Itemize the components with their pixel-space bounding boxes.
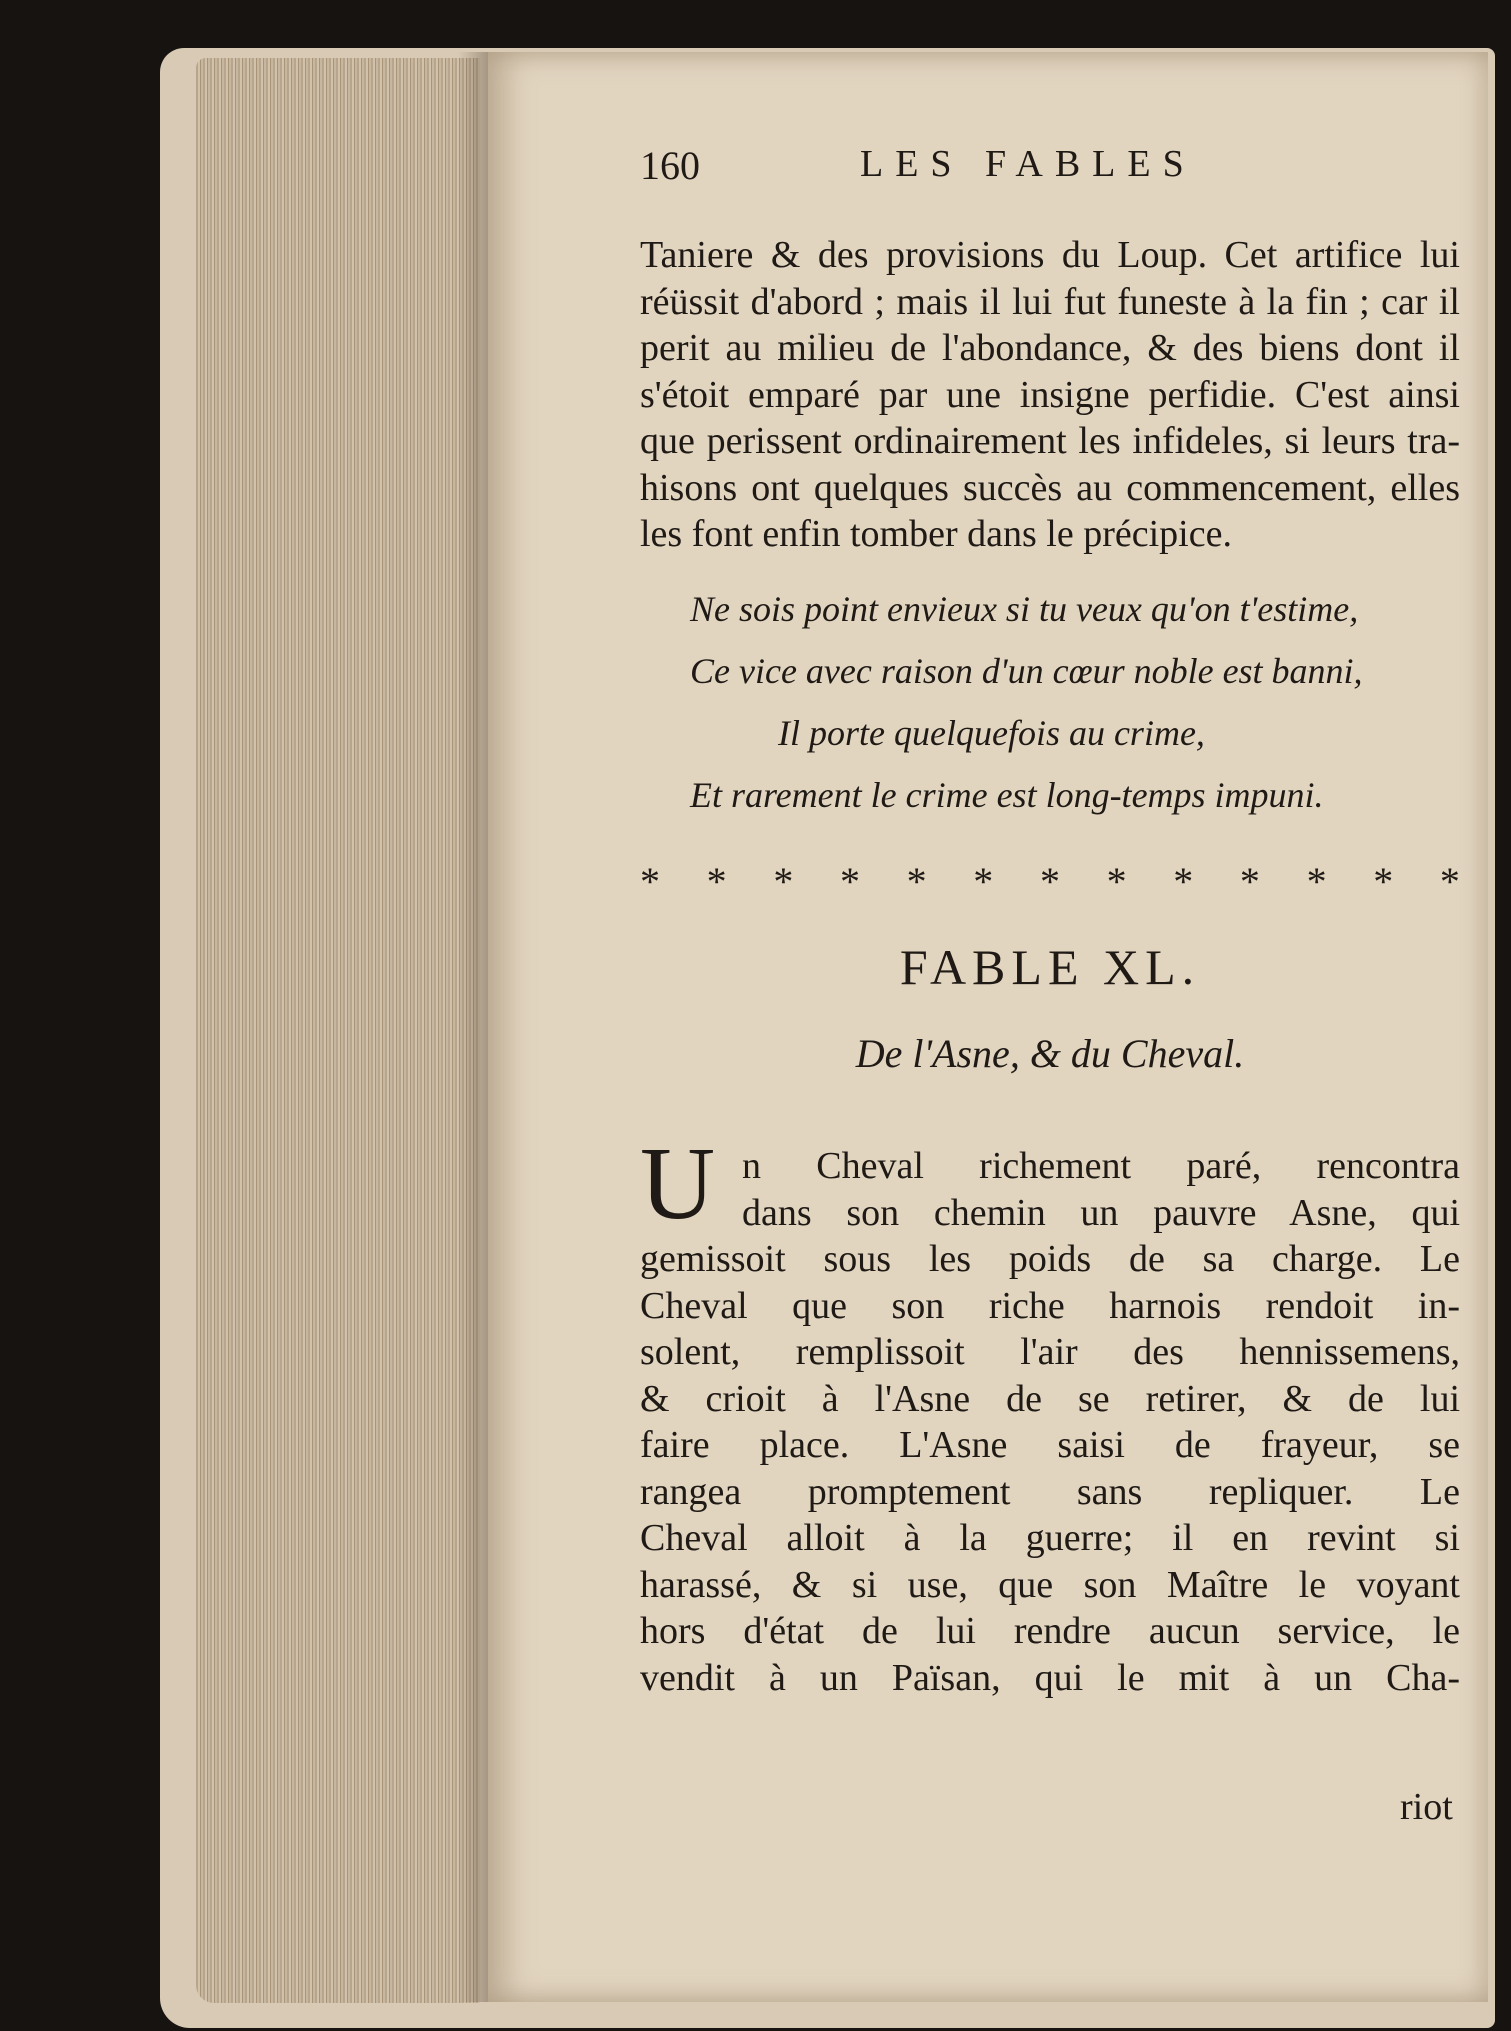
text-line: solent, remplissoit l'air des hennissemens, [640, 1331, 1460, 1373]
text-line: faire place. L'Asne saisi de frayeur, se [640, 1424, 1460, 1466]
fable-title: FABLE XL. [899, 939, 1201, 995]
star: * [1239, 859, 1260, 904]
verse-line: Il porte quelquefois au crime, [778, 713, 1205, 753]
star: * [1373, 859, 1394, 904]
verse-line: Et rarement le crime est long-temps impuni. [690, 775, 1324, 815]
text-line: perit au milieu de l'abondance, & des biens dont il [640, 327, 1460, 369]
star: * [973, 859, 994, 904]
text-line: vendit à un Païsan, qui le mit à un Cha- [640, 1656, 1460, 1699]
text-line: & crioit à l'Asne de se retirer, & de lui [640, 1377, 1460, 1420]
text-line: s'étoit emparé par une insigne perfidie. C'est ainsi [640, 373, 1460, 416]
fable-subtitle: De l'Asne, & du Cheval. [855, 1031, 1245, 1076]
star-ornament [640, 858, 1460, 905]
text-line: les font enfin tomber dans le précipice. [640, 513, 1232, 555]
paragraph-2 [640, 1143, 1460, 1701]
gutter-shadow [458, 52, 490, 2002]
text-line: hors d'état de lui rendre aucun service, le [640, 1610, 1460, 1652]
star: * [1173, 859, 1194, 904]
text-line: n Cheval richement paré, rencontra [742, 1145, 1460, 1187]
star: * [706, 859, 727, 904]
text-line: Cheval alloit à la guerre; il en revint si [640, 1517, 1460, 1559]
star: * [839, 859, 860, 904]
text-line: réüssit d'abord ; mais il lui fut funeste à la fin ; car il [640, 280, 1460, 323]
text-line: que perissent ordinairement les infideles, si leurs tra- [640, 420, 1460, 462]
star: * [1439, 859, 1460, 904]
star: * [906, 859, 927, 904]
running-head: LES FABLES [860, 143, 1196, 185]
text-line: harassé, & si use, que son Maître le voyant [640, 1563, 1460, 1606]
star: * [773, 859, 794, 904]
text-line: Cheval que son riche harnois rendoit in- [640, 1284, 1460, 1327]
star: * [1306, 859, 1327, 904]
text-line: hisons ont quelques succès au commencement, elles [640, 466, 1460, 509]
page-header [640, 142, 1260, 192]
catchword: riot [1400, 1786, 1453, 1828]
text-line: Taniere & des provisions du Loup. Cet artifice lui [640, 234, 1460, 276]
star: * [1039, 859, 1060, 904]
text-line: dans son chemin un pauvre Asne, qui [742, 1191, 1460, 1234]
verse-line: Ce vice avec raison d'un cœur noble est banni, [690, 651, 1363, 691]
page-number: 160 [640, 143, 700, 188]
star: * [640, 859, 660, 904]
moral-verse [690, 578, 1410, 826]
drop-cap: U [640, 1126, 716, 1241]
star: * [1106, 859, 1127, 904]
text-line: gemissoit sous les poids de sa charge. Le [640, 1238, 1460, 1280]
text-line: rangea promptement sans repliquer. Le [640, 1470, 1460, 1513]
page-edges [196, 58, 480, 2003]
verse-line: Ne sois point envieux si tu veux qu'on t'estime, [690, 589, 1359, 629]
paragraph-1 [640, 232, 1460, 558]
